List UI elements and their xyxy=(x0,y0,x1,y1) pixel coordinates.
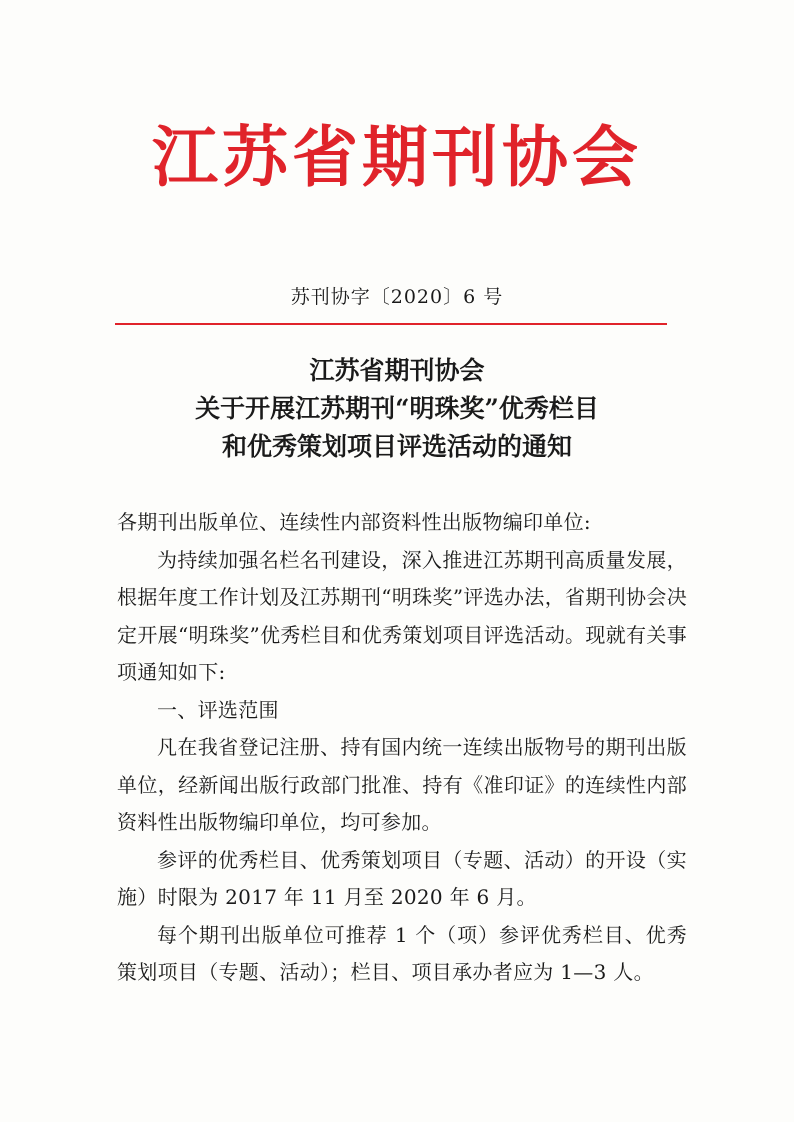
red-divider xyxy=(115,323,667,325)
notice-body xyxy=(117,504,687,992)
paragraph: 参评的优秀栏目、优秀策划项目（专题、活动）的开设（实施）时限为 2017 年 11 月至 2020 年 6 月。 xyxy=(117,847,687,909)
title-line-3: 和优秀策划项目评选活动的通知 xyxy=(221,432,572,461)
title-line-2: 关于开展江苏期刊“明珠奖”优秀栏目 xyxy=(195,394,599,423)
paragraph: 每个期刊出版单位可推荐 1 个（项）参评优秀栏目、优秀策划项目（专题、活动）；栏目、项目承办者应为 1—3 人。 xyxy=(117,922,687,984)
masthead-title: 江苏省期刊协会 xyxy=(152,119,642,196)
notice-title xyxy=(0,352,794,466)
salutation: 各期刊出版单位、连续性内部资料性出版物编印单位: xyxy=(117,510,591,534)
title-line-1: 江苏省期刊协会 xyxy=(309,356,485,385)
paragraph: 凡在我省登记注册、持有国内统一连续出版物号的期刊出版单位，经新闻出版行政部门批准、持有《准印证》的连续性内部资料性出版物编印单位，均可参加。 xyxy=(117,735,687,834)
section-heading: 一、评选范围 xyxy=(157,697,279,722)
paragraph: 为持续加强名栏名刊建设，深入推进江苏期刊高质量发展，根据年度工作计划及江苏期刊“明珠奖”评选办法，省期刊协会决定开展“明珠奖”优秀栏目和优秀策划项目评选活动。现就有关事项通知如下: xyxy=(117,547,687,684)
document-number: 苏刊协字〔2020〕6 号 xyxy=(290,286,504,308)
